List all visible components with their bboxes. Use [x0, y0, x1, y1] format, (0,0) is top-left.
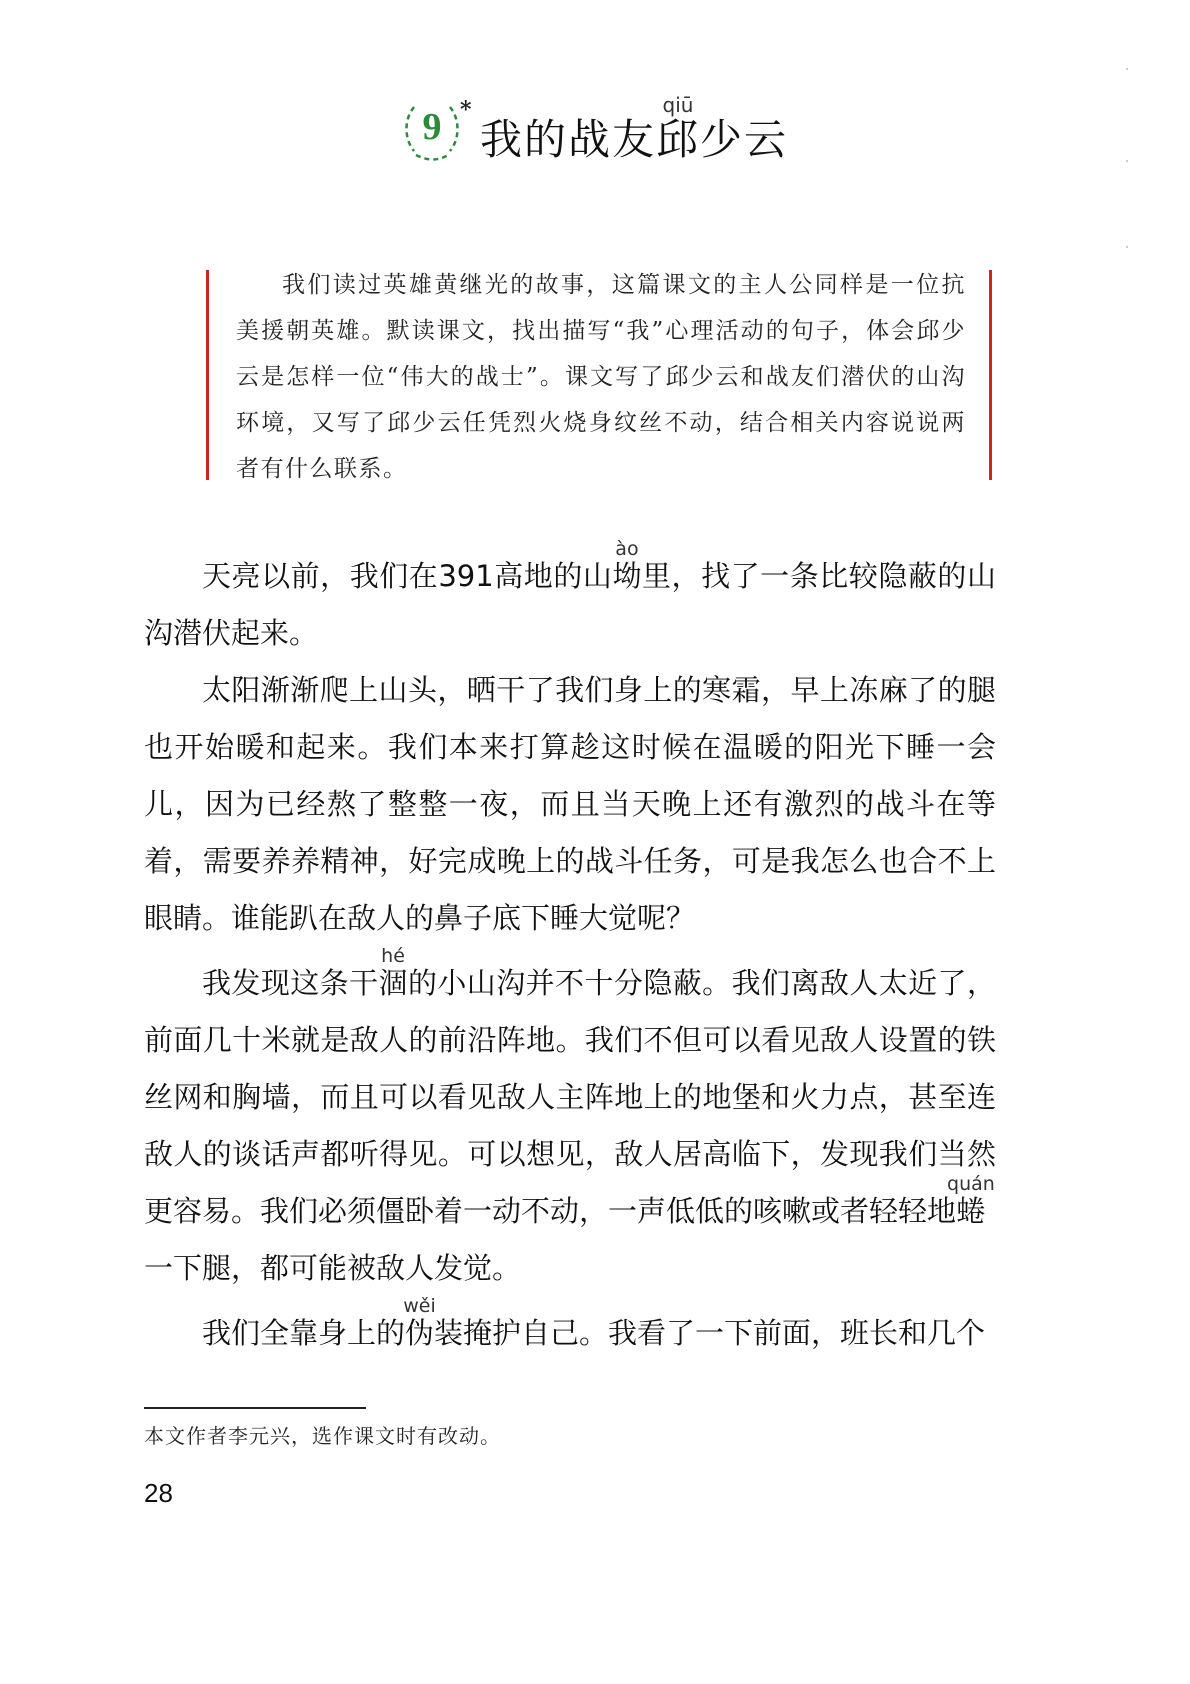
lesson-number-badge [402, 97, 472, 161]
p1-ruby [612, 538, 642, 593]
scan-speck [1126, 68, 1128, 70]
paragraph-2: 太阳渐渐爬上山头，晒干了我们身上的寒霜，早上冻麻了的腿也开始暖和起来。我们本来打算趁这时候在温暖的阳光下睡一会儿，因为已经熬了整整一夜，而且当天晚上还有激烈的战斗在等着，需要养养精神，好完成晚上的战斗任务，可是我怎么也合不上眼睛。谁能趴在敌人的鼻子底下睡大觉呢？ [144, 673, 996, 935]
page-number: 28 [144, 1478, 173, 1508]
lesson-number: 9 [422, 106, 442, 148]
title-part-1: 我的战友 [479, 115, 656, 164]
p4-pinyin: wěi [403, 1295, 436, 1317]
title-annotated-char: 邱 [655, 115, 700, 164]
paragraph-3 [144, 947, 996, 1297]
reading-guide-box [206, 262, 992, 482]
p1-ruby-char: 坳 [612, 559, 642, 593]
self-study-marker: * [459, 97, 472, 123]
reading-guide-text: 我们读过英雄黄继光的故事，这篇课文的主人公同样是一位抗美援朝英雄。默读课文，找出描写“我”心理活动的句子，体会邱少云是怎样一位“伟大的战士”。课文写了邱少云和战友们潜伏的山沟环境，又写了邱少云任凭烈火烧身纹丝不动，结合相关内容说说两者有什么联系。 [236, 272, 966, 482]
p3-ruby-2 [947, 1173, 995, 1228]
footnote: 本文作者李元兴，选作课文时有改动。 [144, 1424, 501, 1448]
title-part-2: 少云 [700, 115, 789, 164]
p3-after: 一下腿，都可能被敌人发觉。 [144, 1251, 522, 1285]
p1-before: 天亮以前，我们在391高地的山 [202, 559, 613, 593]
p1-after: 里，找了一条比较隐蔽的山沟潜伏起来。 [144, 559, 996, 650]
p4-ruby-char: 伪 [403, 1316, 436, 1350]
title-ruby [655, 93, 700, 164]
footnote-divider [144, 1407, 366, 1409]
lesson-title [479, 93, 789, 164]
guide-right-bar [989, 270, 992, 480]
p4-ruby [403, 1295, 436, 1350]
paragraph-4 [144, 1297, 996, 1362]
paragraph-1 [144, 540, 996, 662]
p4-after: 装掩护自己。我看了一下前面，班长和几个 [434, 1316, 986, 1350]
p4-before: 我们全靠身上的 [202, 1316, 406, 1350]
p3-before: 我发现这条干 [202, 966, 379, 1000]
guide-left-bar [206, 270, 209, 480]
p3-ruby1-char: 涸 [378, 966, 408, 1000]
p3-pinyin-2: quán [947, 1173, 995, 1195]
p3-ruby-1 [378, 945, 408, 1000]
p3-pinyin-1: hé [378, 945, 408, 967]
scan-speck [1126, 160, 1128, 162]
p1-pinyin: ào [612, 538, 642, 560]
lesson-body [144, 540, 996, 1362]
title-pinyin: qiū [655, 93, 700, 117]
p3-middle: 的小山沟并不十分隐蔽。我们离敌人太近了，前面几十米就是敌人的前沿阵地。我们不但可以看见敌人设置的铁丝网和胸墙，而且可以看见敌人主阵地上的地堡和火力点，甚至连敌人的谈话声都听得见。可以想见，敌人居高临下，发现我们当然更容易。我们必须僵卧着一动不动，一声低低的咳嗽或者轻轻地 [144, 966, 996, 1228]
p3-ruby2-char: 蜷 [947, 1194, 995, 1228]
scan-speck [1126, 246, 1128, 248]
lesson-header [0, 93, 1190, 164]
